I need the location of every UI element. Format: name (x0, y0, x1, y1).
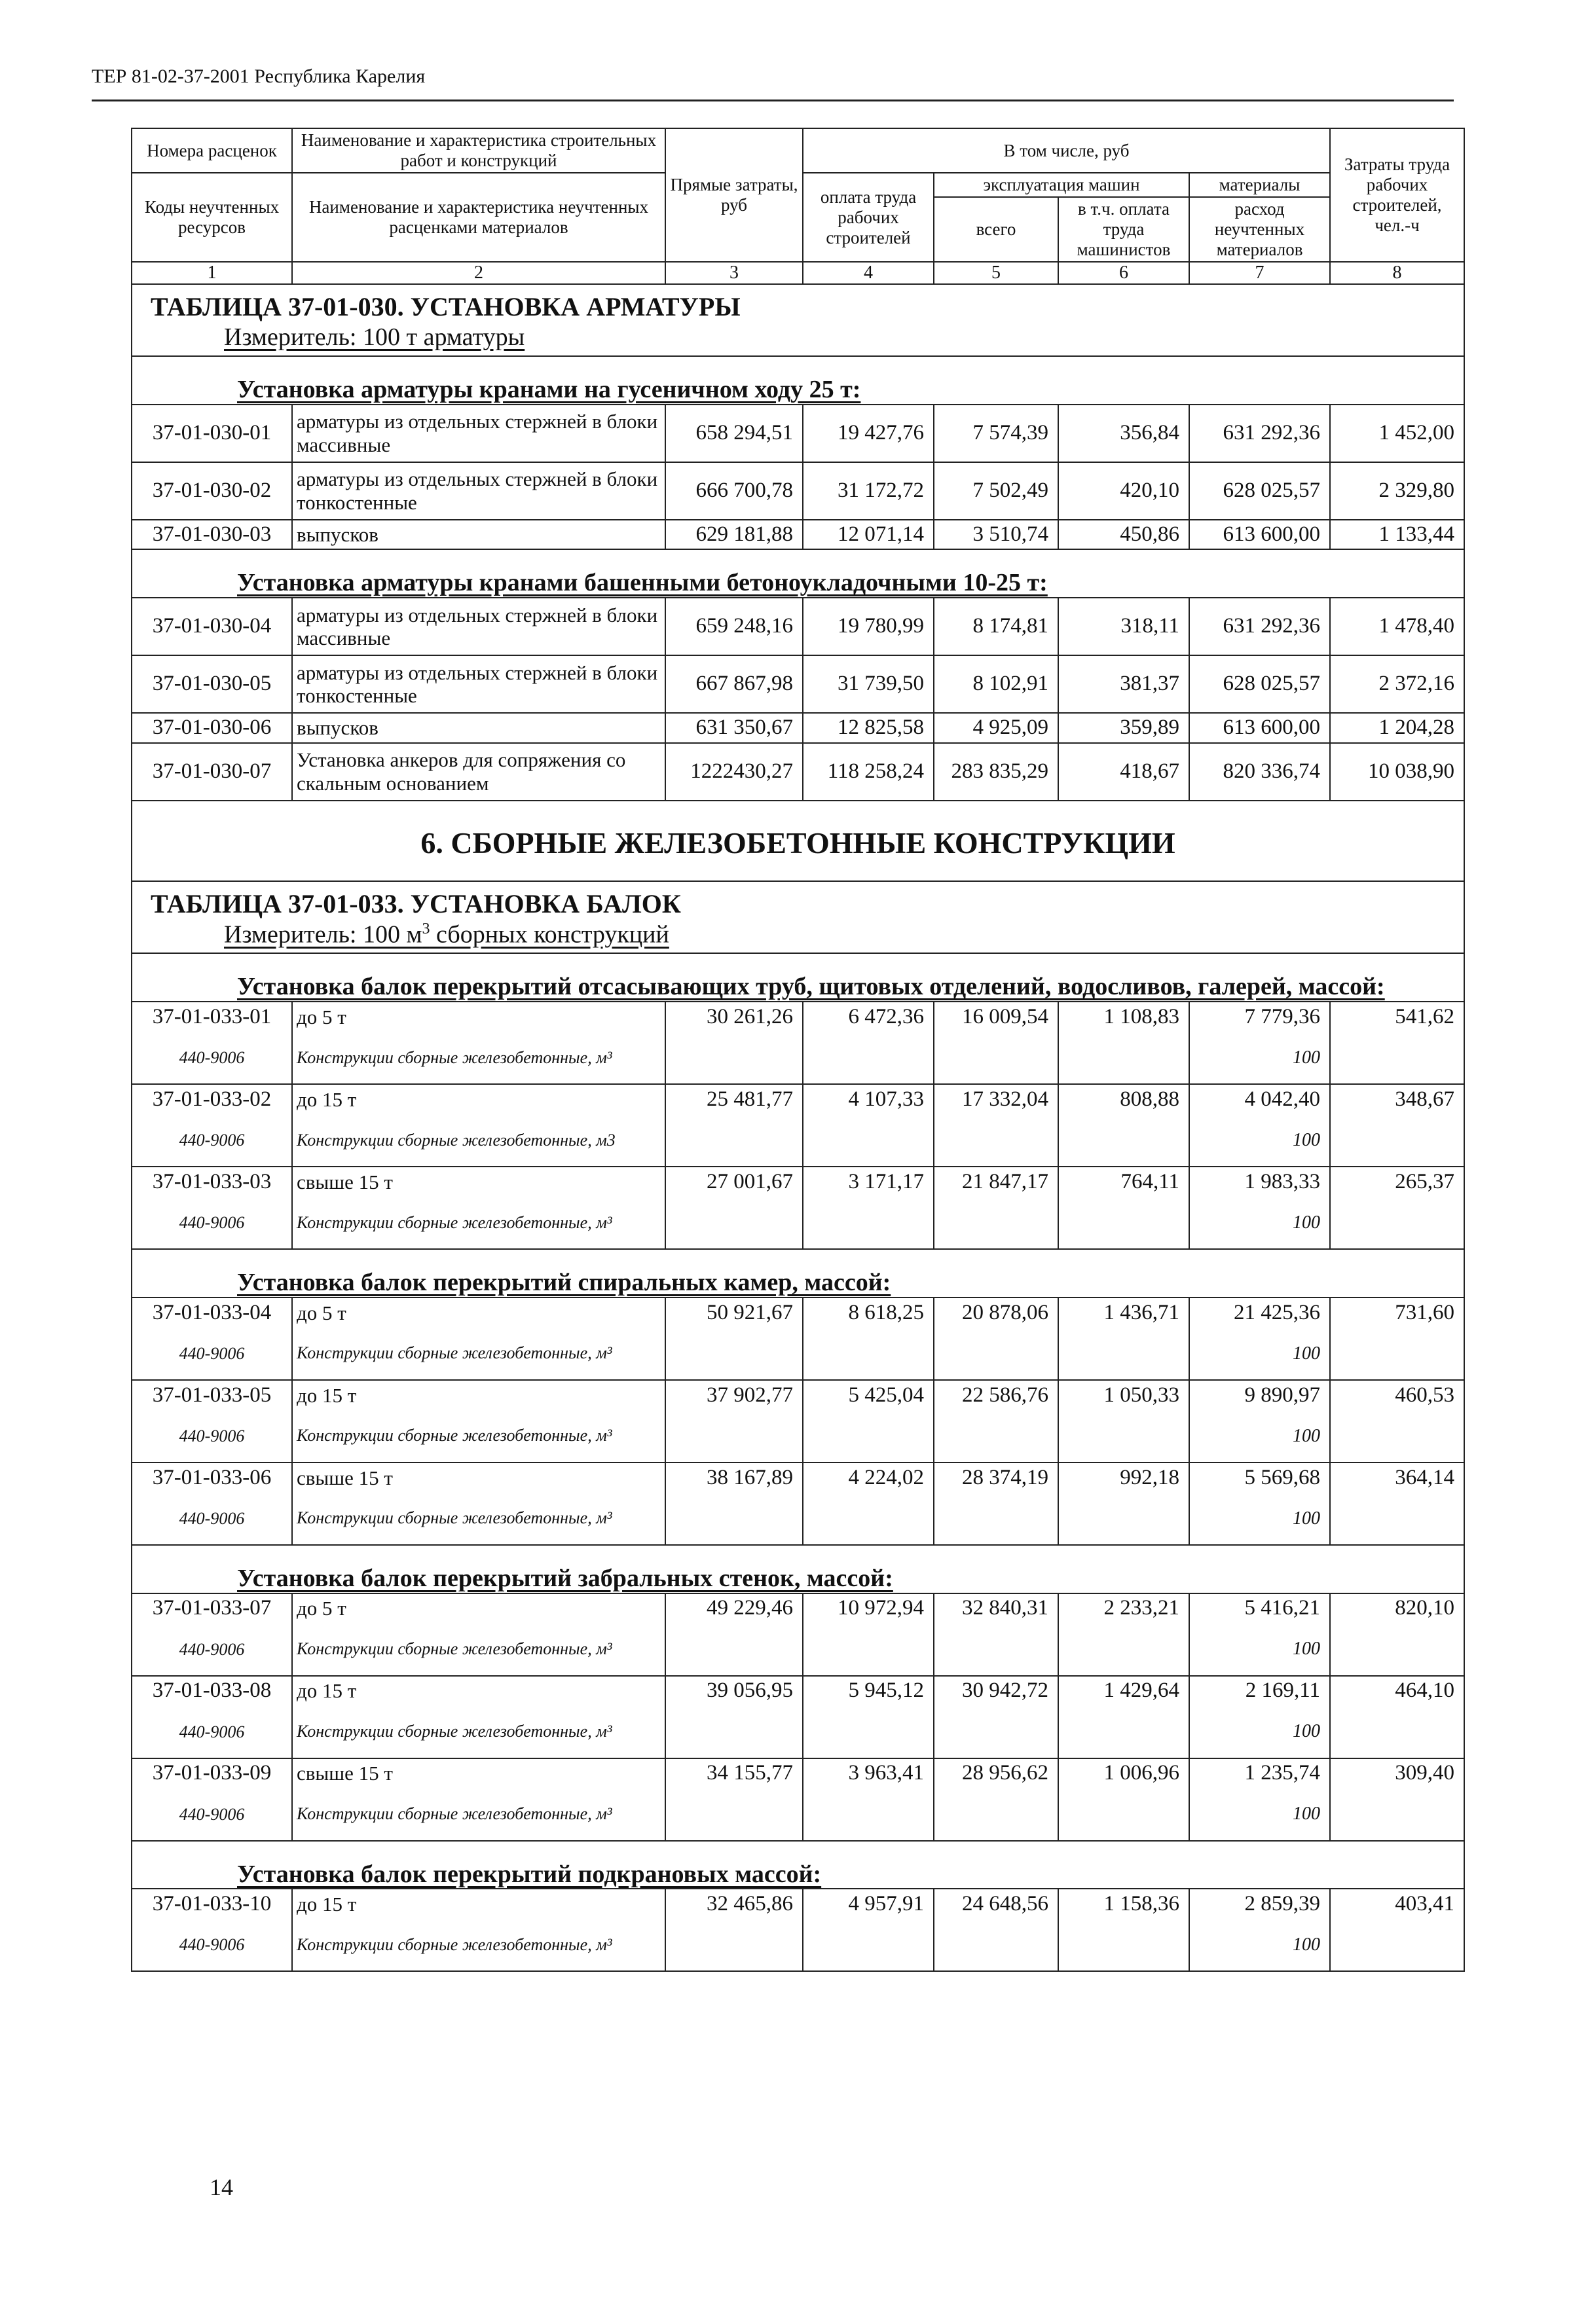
document-header: ТЕР 81-02-37-2001 Республика Карелия (92, 65, 426, 87)
resource-qty: 100 (1189, 1197, 1330, 1249)
row-direct-cost: 37 902,77 (665, 1380, 803, 1410)
table-title-row (132, 881, 1464, 920)
resource-qty: 100 (1189, 1328, 1330, 1380)
empty-cell (1330, 1328, 1464, 1380)
table-title: ТАБЛИЦА 37-01-030. УСТАНОВКА АРМАТУРЫ (132, 284, 1464, 323)
row-name: до 15 т (292, 1084, 665, 1114)
col-header-resource-name: Наименование и характеристика неучтенных расценками материалов (292, 173, 665, 262)
empty-cell (665, 1493, 803, 1545)
row-labor-hours: 265,37 (1330, 1167, 1464, 1197)
table-measure-row (132, 920, 1464, 953)
empty-cell (665, 1410, 803, 1462)
row-direct-cost: 25 481,77 (665, 1084, 803, 1114)
table-measure (132, 920, 1464, 953)
resource-name: Конструкции сборные железобетонные, м³ (292, 1328, 665, 1380)
row-materials: 613 600,00 (1189, 713, 1330, 743)
resource-qty: 100 (1189, 1493, 1330, 1545)
measure-suffix: сборных конструкций (430, 920, 669, 949)
table-measure-row (132, 323, 1464, 356)
row-worker-pay: 10 972,94 (803, 1593, 934, 1624)
empty-cell (934, 1114, 1058, 1167)
row-name: Установка анкеров для сопряжения со скальным основанием (292, 743, 665, 801)
row-worker-pay: 31 172,72 (803, 462, 934, 520)
row-machines-total: 32 840,31 (934, 1593, 1058, 1624)
resource-qty: 100 (1189, 1919, 1330, 1971)
row-direct-cost: 50 921,67 (665, 1298, 803, 1328)
empty-cell (665, 1624, 803, 1676)
empty-cell (934, 1788, 1058, 1841)
empty-cell (934, 1032, 1058, 1084)
row-worker-pay: 118 258,24 (803, 743, 934, 801)
header-divider (92, 100, 1454, 101)
row-worker-pay: 6 472,36 (803, 1002, 934, 1032)
table-row (132, 520, 1464, 550)
empty-cell (1330, 1410, 1464, 1462)
page-number: 14 (210, 2174, 233, 2200)
section-title: 6. СБОРНЫЕ ЖЕЛЕЗОБЕТОННЫЕ КОНСТРУКЦИИ (132, 801, 1464, 881)
row-machines-total: 28 374,19 (934, 1462, 1058, 1493)
row-worker-pay: 19 780,99 (803, 598, 934, 655)
empty-cell (934, 1410, 1058, 1462)
empty-cell (1330, 1493, 1464, 1545)
row-worker-pay: 4 107,33 (803, 1084, 934, 1114)
empty-cell (803, 1919, 934, 1971)
row-worker-pay: 5 425,04 (803, 1380, 934, 1410)
resource-name: Конструкции сборные железобетонные, м³ (292, 1410, 665, 1462)
row-materials: 9 890,97 (1189, 1380, 1330, 1410)
row-code: 37-01-030-01 (132, 405, 292, 462)
row-labor-hours: 460,53 (1330, 1380, 1464, 1410)
resource-name: Конструкции сборные железобетонные, м³ (292, 1706, 665, 1758)
resource-name: Конструкции сборные железобетонные, м³ (292, 1197, 665, 1249)
row-name: арматуры из отдельных стержней в блоки массивные (292, 598, 665, 655)
row-worker-pay: 8 618,25 (803, 1298, 934, 1328)
row-worker-pay: 4 224,02 (803, 1462, 934, 1493)
row-code: 37-01-030-03 (132, 520, 292, 550)
resource-name: Конструкции сборные железобетонные, м3 (292, 1114, 665, 1167)
empty-cell (803, 1788, 934, 1841)
row-labor-hours: 2 372,16 (1330, 655, 1464, 713)
group-title-row (132, 549, 1464, 598)
table-measure: Измеритель: 100 т арматуры (132, 323, 1464, 356)
empty-cell (1330, 1706, 1464, 1758)
row-name: до 5 т (292, 1298, 665, 1328)
col-header-direct: Прямые затраты, руб (665, 128, 803, 262)
col-header-materials-use: расход неучтенных материалов (1189, 197, 1330, 262)
empty-cell (1058, 1624, 1189, 1676)
resource-row (132, 1410, 1464, 1462)
row-materials: 5 416,21 (1189, 1593, 1330, 1624)
empty-cell (803, 1493, 934, 1545)
table-row (132, 598, 1464, 655)
section-title-row (132, 801, 1464, 881)
row-materials: 628 025,57 (1189, 462, 1330, 520)
empty-cell (934, 1328, 1058, 1380)
row-machines-total: 22 586,76 (934, 1380, 1058, 1410)
row-labor-hours: 403,41 (1330, 1889, 1464, 1919)
resource-row (132, 1624, 1464, 1676)
row-code: 37-01-030-05 (132, 655, 292, 713)
row-code: 37-01-033-02 (132, 1084, 292, 1114)
table-title: ТАБЛИЦА 37-01-033. УСТАНОВКА БАЛОК (132, 881, 1464, 920)
row-machines-total: 20 878,06 (934, 1298, 1058, 1328)
resource-qty: 100 (1189, 1410, 1330, 1462)
row-machines-total: 4 925,09 (934, 713, 1058, 743)
resource-row (132, 1197, 1464, 1249)
row-materials: 628 025,57 (1189, 655, 1330, 713)
empty-cell (1058, 1114, 1189, 1167)
resource-code: 440-9006 (132, 1328, 292, 1380)
empty-cell (665, 1197, 803, 1249)
row-labor-hours: 309,40 (1330, 1758, 1464, 1788)
col-number: 2 (292, 262, 665, 284)
resource-qty: 100 (1189, 1032, 1330, 1084)
row-code: 37-01-033-03 (132, 1167, 292, 1197)
row-machinist-pay: 808,88 (1058, 1084, 1189, 1114)
empty-cell (665, 1788, 803, 1841)
empty-cell (803, 1197, 934, 1249)
table-header (132, 128, 1464, 284)
row-worker-pay: 4 957,91 (803, 1889, 934, 1919)
resource-row (132, 1493, 1464, 1545)
row-name: до 15 т (292, 1889, 665, 1919)
empty-cell (665, 1032, 803, 1084)
table-row (132, 1593, 1464, 1624)
table-row (132, 1167, 1464, 1197)
row-materials: 1 235,74 (1189, 1758, 1330, 1788)
empty-cell (665, 1919, 803, 1971)
col-header-name: Наименование и характеристика строительных работ и конструкций (292, 128, 665, 173)
row-machinist-pay: 1 158,36 (1058, 1889, 1189, 1919)
table-row (132, 655, 1464, 713)
row-machinist-pay: 356,84 (1058, 405, 1189, 462)
table-row (132, 1676, 1464, 1706)
resource-row (132, 1788, 1464, 1841)
row-machinist-pay: 318,11 (1058, 598, 1189, 655)
row-labor-hours: 2 329,80 (1330, 462, 1464, 520)
row-machines-total: 8 174,81 (934, 598, 1058, 655)
resource-code: 440-9006 (132, 1197, 292, 1249)
group-title: Установка балок перекрытий забральных стенок, массой: (132, 1545, 1464, 1593)
group-title-row (132, 356, 1464, 405)
row-code: 37-01-033-05 (132, 1380, 292, 1410)
row-materials: 4 042,40 (1189, 1084, 1330, 1114)
resource-qty: 100 (1189, 1706, 1330, 1758)
empty-cell (803, 1114, 934, 1167)
table-row (132, 405, 1464, 462)
measure-prefix: Измеритель: 100 м (224, 920, 422, 949)
group-title-row (132, 953, 1464, 1002)
empty-cell (1058, 1706, 1189, 1758)
table-row (132, 743, 1464, 801)
row-materials: 2 169,11 (1189, 1676, 1330, 1706)
empty-cell (803, 1624, 934, 1676)
resource-row (132, 1706, 1464, 1758)
resource-code: 440-9006 (132, 1114, 292, 1167)
empty-cell (1330, 1919, 1464, 1971)
row-direct-cost: 658 294,51 (665, 405, 803, 462)
row-name: арматуры из отдельных стержней в блоки тонкостенные (292, 462, 665, 520)
row-worker-pay: 12 071,14 (803, 520, 934, 550)
resource-name: Конструкции сборные железобетонные, м³ (292, 1032, 665, 1084)
group-title-row (132, 1545, 1464, 1593)
row-machinist-pay: 418,67 (1058, 743, 1189, 801)
row-labor-hours: 348,67 (1330, 1084, 1464, 1114)
col-number: 4 (803, 262, 934, 284)
row-code: 37-01-033-06 (132, 1462, 292, 1493)
col-header-codes: Номера расценок (132, 128, 292, 173)
row-direct-cost: 27 001,67 (665, 1167, 803, 1197)
row-machines-total: 8 102,91 (934, 655, 1058, 713)
row-direct-cost: 1222430,27 (665, 743, 803, 801)
empty-cell (803, 1328, 934, 1380)
empty-cell (1058, 1197, 1189, 1249)
resource-qty: 100 (1189, 1624, 1330, 1676)
row-name: до 5 т (292, 1593, 665, 1624)
row-code: 37-01-033-08 (132, 1676, 292, 1706)
row-direct-cost: 631 350,67 (665, 713, 803, 743)
row-machinist-pay: 450,86 (1058, 520, 1189, 550)
empty-cell (803, 1032, 934, 1084)
row-code: 37-01-030-02 (132, 462, 292, 520)
row-materials: 820 336,74 (1189, 743, 1330, 801)
row-labor-hours: 1 204,28 (1330, 713, 1464, 743)
row-code: 37-01-033-10 (132, 1889, 292, 1919)
empty-cell (934, 1197, 1058, 1249)
col-number: 7 (1189, 262, 1330, 284)
group-title: Установка балок перекрытий отсасывающих труб, щитовых отделений, водосливов, галерей, массой: (132, 953, 1464, 1002)
price-table (131, 128, 1465, 1972)
col-header-worker-pay: оплата труда рабочих строителей (803, 173, 934, 262)
row-machinist-pay: 420,10 (1058, 462, 1189, 520)
group-title: Установка балок перекрытий спиральных камер, массой: (132, 1249, 1464, 1298)
col-header-labor-hours: Затраты труда рабочих строителей, чел.-ч (1330, 128, 1464, 262)
row-direct-cost: 667 867,98 (665, 655, 803, 713)
row-machines-total: 16 009,54 (934, 1002, 1058, 1032)
row-machinist-pay: 1 006,96 (1058, 1758, 1189, 1788)
resource-code: 440-9006 (132, 1788, 292, 1841)
row-machinist-pay: 2 233,21 (1058, 1593, 1189, 1624)
row-name: свыше 15 т (292, 1462, 665, 1493)
resource-qty: 100 (1189, 1114, 1330, 1167)
col-number: 5 (934, 262, 1058, 284)
resource-row (132, 1328, 1464, 1380)
row-machines-total: 17 332,04 (934, 1084, 1058, 1114)
table-row (132, 713, 1464, 743)
row-machines-total: 21 847,17 (934, 1167, 1058, 1197)
row-labor-hours: 1 133,44 (1330, 520, 1464, 550)
row-materials: 5 569,68 (1189, 1462, 1330, 1493)
row-labor-hours: 1 452,00 (1330, 405, 1464, 462)
row-name: до 15 т (292, 1676, 665, 1706)
resource-code: 440-9006 (132, 1919, 292, 1971)
col-number: 6 (1058, 262, 1189, 284)
row-name: до 15 т (292, 1380, 665, 1410)
row-machinist-pay: 1 108,83 (1058, 1002, 1189, 1032)
row-worker-pay: 5 945,12 (803, 1676, 934, 1706)
col-number: 3 (665, 262, 803, 284)
row-labor-hours: 364,14 (1330, 1462, 1464, 1493)
table-row (132, 1380, 1464, 1410)
row-machinist-pay: 1 050,33 (1058, 1380, 1189, 1410)
row-labor-hours: 820,10 (1330, 1593, 1464, 1624)
row-code: 37-01-033-01 (132, 1002, 292, 1032)
row-direct-cost: 34 155,77 (665, 1758, 803, 1788)
row-labor-hours: 1 478,40 (1330, 598, 1464, 655)
row-name: арматуры из отдельных стержней в блоки тонкостенные (292, 655, 665, 713)
empty-cell (665, 1328, 803, 1380)
empty-cell (934, 1706, 1058, 1758)
resource-code: 440-9006 (132, 1493, 292, 1545)
resource-row (132, 1032, 1464, 1084)
row-code: 37-01-030-07 (132, 743, 292, 801)
empty-cell (1058, 1919, 1189, 1971)
col-header-group-total: В том числе, руб (803, 128, 1330, 173)
resource-row (132, 1114, 1464, 1167)
row-direct-cost: 629 181,88 (665, 520, 803, 550)
group-title: Установка арматуры кранами башенными бетоноукладочными 10-25 т: (132, 549, 1464, 598)
row-machines-total: 7 574,39 (934, 405, 1058, 462)
row-machines-total: 7 502,49 (934, 462, 1058, 520)
row-labor-hours: 464,10 (1330, 1676, 1464, 1706)
row-name: арматуры из отдельных стержней в блоки массивные (292, 405, 665, 462)
row-machines-total: 28 956,62 (934, 1758, 1058, 1788)
row-code: 37-01-033-07 (132, 1593, 292, 1624)
row-direct-cost: 49 229,46 (665, 1593, 803, 1624)
table-row (132, 1002, 1464, 1032)
empty-cell (934, 1919, 1058, 1971)
row-labor-hours: 731,60 (1330, 1298, 1464, 1328)
table-row (132, 462, 1464, 520)
row-code: 37-01-030-04 (132, 598, 292, 655)
empty-cell (803, 1410, 934, 1462)
empty-cell (934, 1624, 1058, 1676)
empty-cell (1058, 1493, 1189, 1545)
resource-name: Конструкции сборные железобетонные, м³ (292, 1493, 665, 1545)
group-title: Установка арматуры кранами на гусеничном ходу 25 т: (132, 356, 1464, 405)
row-direct-cost: 38 167,89 (665, 1462, 803, 1493)
table-row (132, 1462, 1464, 1493)
row-direct-cost: 659 248,16 (665, 598, 803, 655)
row-direct-cost: 30 261,26 (665, 1002, 803, 1032)
table-row (132, 1889, 1464, 1919)
row-machinist-pay: 359,89 (1058, 713, 1189, 743)
row-materials: 2 859,39 (1189, 1889, 1330, 1919)
resource-name: Конструкции сборные железобетонные, м³ (292, 1624, 665, 1676)
row-labor-hours: 541,62 (1330, 1002, 1464, 1032)
empty-cell (1330, 1032, 1464, 1084)
empty-cell (1330, 1197, 1464, 1249)
row-materials: 631 292,36 (1189, 598, 1330, 655)
empty-cell (1330, 1788, 1464, 1841)
resource-code: 440-9006 (132, 1706, 292, 1758)
empty-cell (934, 1493, 1058, 1545)
resource-row (132, 1919, 1464, 1971)
row-worker-pay: 31 739,50 (803, 655, 934, 713)
resource-code: 440-9006 (132, 1032, 292, 1084)
measure-superscript: 3 (422, 920, 430, 938)
row-machinist-pay: 381,37 (1058, 655, 1189, 713)
row-materials: 21 425,36 (1189, 1298, 1330, 1328)
row-code: 37-01-033-09 (132, 1758, 292, 1788)
row-machines-total: 283 835,29 (934, 743, 1058, 801)
empty-cell (1058, 1328, 1189, 1380)
row-materials: 1 983,33 (1189, 1167, 1330, 1197)
price-table-container (131, 128, 1464, 1972)
row-materials: 613 600,00 (1189, 520, 1330, 550)
col-header-group-materials: материалы (1189, 173, 1330, 197)
row-machinist-pay: 764,11 (1058, 1167, 1189, 1197)
row-code: 37-01-033-04 (132, 1298, 292, 1328)
row-labor-hours: 10 038,90 (1330, 743, 1464, 801)
row-machinist-pay: 1 429,64 (1058, 1676, 1189, 1706)
col-header-resource-codes: Коды неучтенных ресурсов (132, 173, 292, 262)
table-row (132, 1758, 1464, 1788)
row-direct-cost: 666 700,78 (665, 462, 803, 520)
row-machines-total: 3 510,74 (934, 520, 1058, 550)
row-name: выпусков (292, 520, 665, 550)
col-header-machines-total: всего (934, 197, 1058, 262)
resource-code: 440-9006 (132, 1624, 292, 1676)
empty-cell (1058, 1788, 1189, 1841)
row-direct-cost: 39 056,95 (665, 1676, 803, 1706)
empty-cell (1330, 1114, 1464, 1167)
row-direct-cost: 32 465,86 (665, 1889, 803, 1919)
row-machinist-pay: 1 436,71 (1058, 1298, 1189, 1328)
col-header-machinist-pay: в т.ч. оплата труда машинистов (1058, 197, 1189, 262)
row-machinist-pay: 992,18 (1058, 1462, 1189, 1493)
empty-cell (665, 1706, 803, 1758)
empty-cell (665, 1114, 803, 1167)
col-number: 8 (1330, 262, 1464, 284)
row-machines-total: 24 648,56 (934, 1889, 1058, 1919)
row-name: выпусков (292, 713, 665, 743)
table-title-row (132, 284, 1464, 323)
resource-name: Конструкции сборные железобетонные, м³ (292, 1919, 665, 1971)
resource-code: 440-9006 (132, 1410, 292, 1462)
row-name: свыше 15 т (292, 1167, 665, 1197)
row-materials: 7 779,36 (1189, 1002, 1330, 1032)
group-title: Установка балок перекрытий подкрановых массой: (132, 1841, 1464, 1889)
row-materials: 631 292,36 (1189, 405, 1330, 462)
empty-cell (803, 1706, 934, 1758)
col-number: 1 (132, 262, 292, 284)
row-machines-total: 30 942,72 (934, 1676, 1058, 1706)
resource-name: Конструкции сборные железобетонные, м³ (292, 1788, 665, 1841)
row-worker-pay: 3 171,17 (803, 1167, 934, 1197)
row-code: 37-01-030-06 (132, 713, 292, 743)
row-name: свыше 15 т (292, 1758, 665, 1788)
group-title-row (132, 1841, 1464, 1889)
empty-cell (1058, 1410, 1189, 1462)
table-body (132, 284, 1464, 1971)
col-header-group-machines: эксплуатация машин (934, 173, 1189, 197)
row-worker-pay: 12 825,58 (803, 713, 934, 743)
row-name: до 5 т (292, 1002, 665, 1032)
resource-qty: 100 (1189, 1788, 1330, 1841)
empty-cell (1330, 1624, 1464, 1676)
row-worker-pay: 19 427,76 (803, 405, 934, 462)
table-row (132, 1298, 1464, 1328)
row-worker-pay: 3 963,41 (803, 1758, 934, 1788)
group-title-row (132, 1249, 1464, 1298)
empty-cell (1058, 1032, 1189, 1084)
table-row (132, 1084, 1464, 1114)
